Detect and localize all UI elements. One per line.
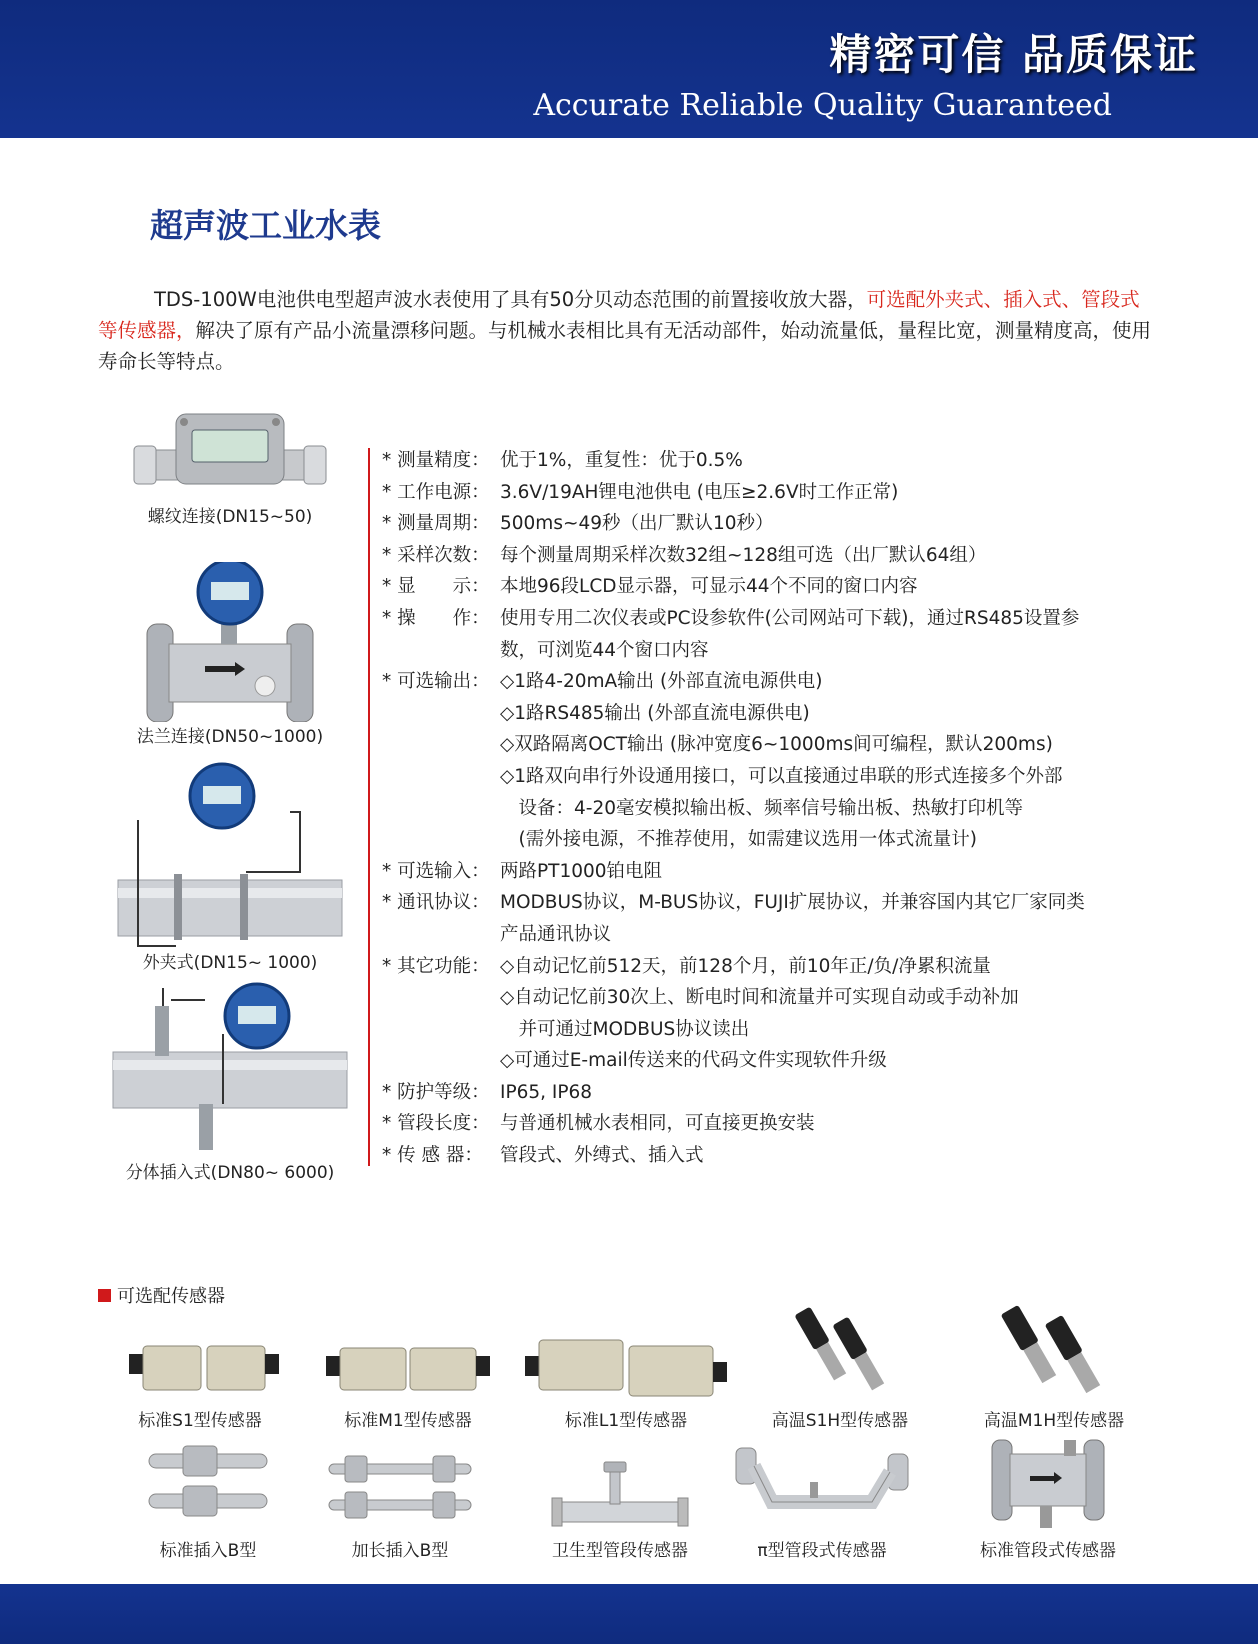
spec-value: ◇可通过E-mail传送来的代码文件实现软件升级 (500, 1050, 887, 1072)
spec-value: 3.6V/19AH锂电池供电 (电压≥2.6V时工作正常) (500, 481, 899, 503)
sensor-pi-spool (712, 1446, 932, 1561)
footer-bar (0, 1584, 1258, 1644)
spec-line (382, 698, 1172, 730)
spec-key: * 防护等级： (382, 1081, 490, 1103)
sensor-l1 (516, 1336, 736, 1431)
spec-line (382, 919, 1172, 951)
sensor-long-insertion-b (290, 1448, 510, 1561)
spec-value: ◇双路隔离OCT输出 (脉冲宽度6~1000ms间可编程，默认200ms) (500, 734, 1053, 756)
figure-flanged (100, 562, 360, 747)
spec-line (382, 1077, 1172, 1109)
intro-text-2: 解决了原有产品小流量漂移问题。与机械水表相比具有无活动部件，始动流量低，量程比宽，测量精度高，使用寿命长等特点。 (98, 319, 1152, 373)
spec-line (382, 793, 1172, 825)
spec-value: 产品通讯协议 (500, 923, 612, 945)
header-banner (0, 0, 1258, 138)
spec-key: * 操 作： (382, 607, 490, 629)
spec-line (382, 445, 1172, 477)
pi-spool-icon (732, 1446, 912, 1532)
spec-value: 设备：4-20毫安模拟输出板、频率信号输出板、热敏打印机等 (500, 797, 1023, 819)
insertion-meter-icon (105, 982, 355, 1158)
spec-line (382, 824, 1172, 856)
figure-threaded (100, 410, 360, 527)
figure-caption: 螺纹连接(DN15~50) (147, 507, 313, 527)
spec-line (382, 635, 1172, 667)
spec-key: * 通讯协议： (382, 892, 490, 914)
spec-value: 并可通过MODBUS协议读出 (500, 1018, 750, 1040)
figure-caption: 法兰连接(DN50~1000) (136, 727, 324, 747)
slogan-english: Accurate Reliable Quality Guaranteed (533, 88, 1112, 123)
spec-line (382, 603, 1172, 635)
spec-value: 数，可浏览44个窗口内容 (500, 639, 709, 661)
sensor-sanitary-spool (510, 1458, 730, 1561)
spec-value: 每个测量周期采样次数32组~128组可选（出厂默认64组） (500, 544, 987, 566)
intro-text-highlight: 可选配外夹式、插入式、管段式等传感器， (98, 288, 1140, 342)
sensor-label: 卫生型管段传感器 (552, 1541, 688, 1561)
spec-value: 500ms~49秒（出厂默认10秒） (500, 513, 774, 535)
sensor-label: π型管段式传感器 (757, 1541, 887, 1561)
intro-text-1: TDS-100W电池供电型超声波水表使用了具有50分贝动态范围的前置接收放大器， (154, 288, 867, 311)
long-insertion-b-icon (325, 1448, 475, 1532)
spec-value: 使用专用二次仪表或PC设参软件(公司网站可下载)，通过RS485设置参 (500, 607, 1080, 629)
clamp-on-meter-icon (110, 760, 350, 948)
flanged-meter-icon (135, 562, 325, 722)
insertion-b-icon (143, 1442, 273, 1532)
spec-value: IP65, IP68 (500, 1081, 593, 1103)
spec-list (382, 445, 1172, 1172)
spec-line (382, 887, 1172, 919)
spec-line (382, 761, 1172, 793)
l1-sensor-icon (521, 1336, 731, 1402)
page-title: 超声波工业水表 (150, 206, 381, 245)
spec-line (382, 571, 1172, 603)
spec-key: * 测量周期： (382, 513, 490, 535)
spec-line (382, 540, 1172, 572)
spec-key: * 传 感 器： (382, 1145, 483, 1167)
spec-line (382, 982, 1172, 1014)
spec-value: (需外接电源，不推荐使用，如需建议选用一体式流量计) (500, 829, 977, 851)
sensor-label: 标准M1型传感器 (344, 1411, 472, 1431)
spec-value: ◇1路双向串行外设通用接口，可以直接通过串联的形式连接多个外部 (500, 765, 1063, 787)
threaded-meter-icon (130, 410, 330, 502)
spec-key: * 管段长度： (382, 1113, 490, 1135)
spec-value: ◇1路RS485输出 (外部直流电源供电) (500, 702, 810, 724)
spec-value: ◇自动记忆前512天，前128个月，前10年正/负/净累积流量 (500, 955, 991, 977)
s1h-sensor-icon (780, 1300, 900, 1402)
spec-key: * 工作电源： (382, 481, 490, 503)
sensor-label: 标准S1型传感器 (138, 1411, 262, 1431)
sensor-label: 标准管段式传感器 (980, 1541, 1116, 1561)
spec-key: * 测量精度： (382, 450, 490, 471)
spec-key: * 采样次数： (382, 544, 490, 566)
sensor-label: 标准L1型传感器 (564, 1411, 688, 1431)
spec-line (382, 1014, 1172, 1046)
sensor-section-heading (98, 1282, 225, 1308)
spec-value: 两路PT1000铂电阻 (500, 860, 663, 882)
m1h-sensor-icon (989, 1300, 1119, 1402)
spec-value: 与普通机械水表相同，可直接更换安装 (500, 1113, 815, 1135)
bullet-square-icon (98, 1289, 111, 1302)
sensor-label: 标准插入B型 (159, 1541, 257, 1561)
spec-value: ◇1路4-20mA输出 (外部直流电源供电) (500, 671, 823, 693)
sensor-heading-text: 可选配传感器 (117, 1286, 225, 1307)
spec-line (382, 729, 1172, 761)
spec-line (382, 477, 1172, 509)
figure-clamp-on (100, 760, 360, 973)
spec-value: 管段式、外缚式、插入式 (500, 1145, 704, 1167)
sensor-label: 高温M1H型传感器 (983, 1411, 1125, 1431)
sensor-s1h (730, 1300, 950, 1431)
spec-divider (368, 448, 370, 1166)
m1-sensor-icon (318, 1336, 498, 1402)
standard-spool-icon (988, 1436, 1108, 1532)
figure-caption: 分体插入式(DN80~ 6000) (125, 1163, 335, 1183)
sensor-label: 高温S1H型传感器 (771, 1411, 909, 1431)
spec-line (382, 856, 1172, 888)
sensor-standard-spool (938, 1436, 1158, 1561)
sensor-label: 加长插入B型 (351, 1541, 449, 1561)
sensor-s1 (90, 1336, 310, 1431)
spec-line (382, 666, 1172, 698)
spec-key: * 可选输入： (382, 860, 490, 882)
intro-paragraph (98, 284, 1158, 377)
spec-key: * 显 示： (382, 576, 490, 598)
spec-line (382, 1045, 1172, 1077)
spec-line (382, 1108, 1172, 1140)
spec-key: * 其它功能： (382, 955, 490, 977)
spec-value: 本地96段LCD显示器，可显示44个不同的窗口内容 (500, 576, 918, 598)
slogan-chinese: 精密可信 品质保证 (829, 30, 1198, 79)
s1-sensor-icon (115, 1336, 285, 1402)
figure-caption: 外夹式(DN15~ 1000) (142, 953, 318, 973)
sensor-m1h (944, 1300, 1164, 1431)
sensor-insertion-b (98, 1442, 318, 1561)
spec-key: * 可选输出： (382, 671, 490, 693)
spec-value: 优于1%，重复性：优于0.5% (500, 450, 743, 471)
spec-line (382, 951, 1172, 983)
sanitary-spool-icon (550, 1458, 690, 1532)
spec-line (382, 508, 1172, 540)
spec-value: ◇自动记忆前30次上、断电时间和流量并可实现自动或手动补加 (500, 987, 1019, 1009)
spec-value: MODBUS协议，M-BUS协议，FUJI扩展协议，并兼容国内其它厂家同类 (500, 892, 1085, 914)
figure-insertion (100, 982, 360, 1183)
spec-line (382, 1140, 1172, 1172)
sensor-m1 (298, 1336, 518, 1431)
